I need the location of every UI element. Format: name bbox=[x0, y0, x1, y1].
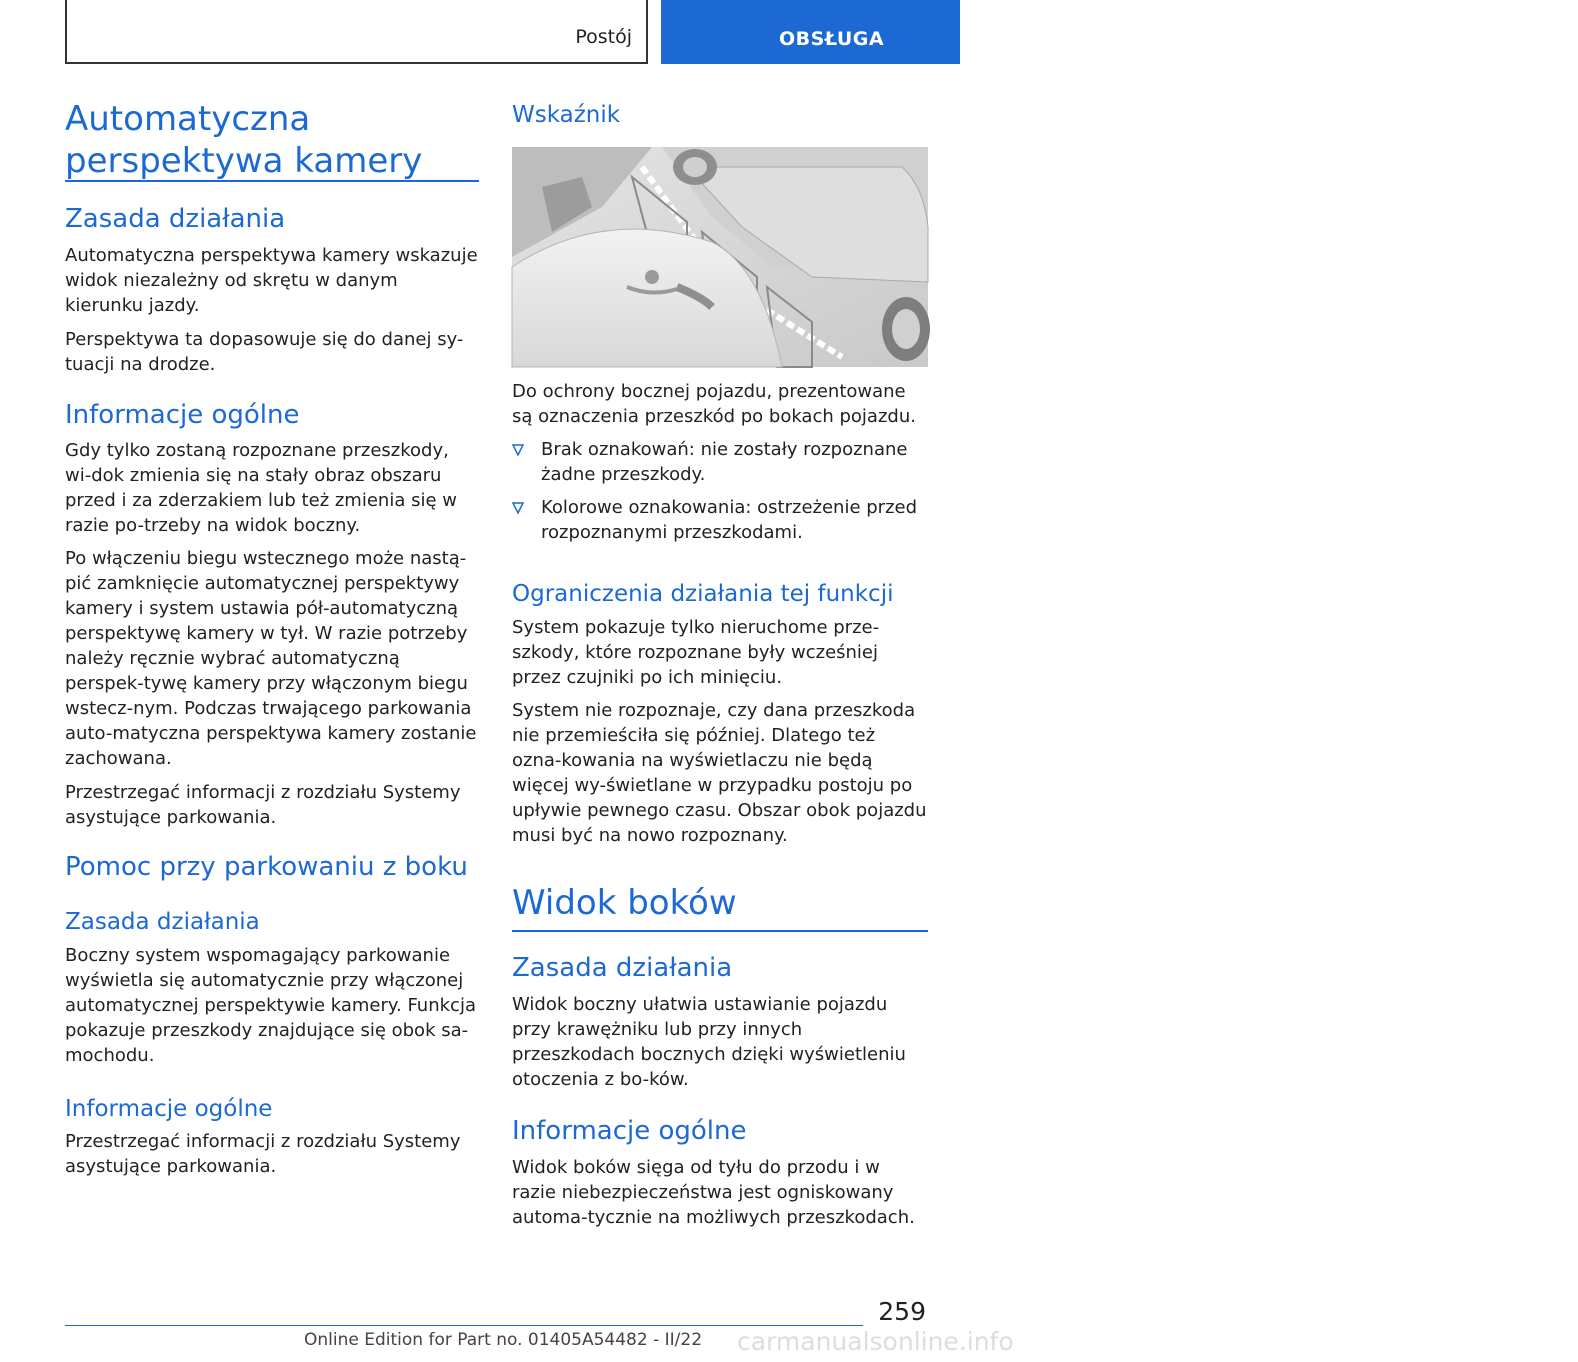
subsection-title-principle: Zasada działania bbox=[512, 953, 733, 983]
header-chapter-tab[interactable] bbox=[661, 0, 960, 64]
paragraph: Widok boków sięga od tyłu do przodu i w razie niebezpieczeństwa jest ogniskowany automa-tycznie na możliwych przeszkodach. bbox=[512, 1157, 915, 1228]
subsection-title-limitations: Ograniczenia działania tej funkcji bbox=[512, 581, 894, 607]
list-item-text: Kolorowe oznakowania: ostrzeżenie przed rozpoznanymi przeszkodami. bbox=[541, 497, 918, 543]
header-section-box bbox=[65, 0, 648, 64]
subsection-title-general-info: Informacje ogólne bbox=[65, 1096, 273, 1122]
paragraph: Gdy tylko zostaną rozpoznane przeszkody, wi-dok zmienia się na stały obraz obszaru przed i za zderzakiem lub też zmienia się w razie po-trzeby na widok boczny. bbox=[65, 440, 457, 536]
edition-footer: Online Edition for Part no. 01405A54482 - II/22 bbox=[304, 1330, 703, 1350]
paragraph: Automatyczna perspektywa kamery wskazuje widok niezależny od skrętu w danym kierunku jazdy. bbox=[65, 245, 478, 316]
paragraph: System pokazuje tylko nieruchome prze-szkody, które rozpoznane były wcześniej przez czujniki po ich minięciu. bbox=[512, 617, 880, 688]
title-rule bbox=[65, 180, 479, 182]
paragraph: Przestrzegać informacji z rozdziału Systemy asystujące parkowania. bbox=[65, 782, 461, 828]
subsection-title-general-info: Informacje ogólne bbox=[65, 400, 300, 430]
section-title-side-view: Widok boków bbox=[512, 883, 737, 923]
paragraph: Widok boczny ułatwia ustawianie pojazdu przy krawężniku lub przy innych przeszkodach bocznych dzięki wyświetleniu otoczenia z bo-ków. bbox=[512, 994, 906, 1090]
subsection-title-general-info: Informacje ogólne bbox=[512, 1116, 747, 1146]
paragraph: Perspektywa ta dopasowuje się do danej sy-tuacji na drodze. bbox=[65, 329, 464, 375]
paragraph: Boczny system wspomagający parkowanie wyświetla się automatycznie przy włączonej automatycznej perspektywie kamery. Funkcja pokazuje przeszkody znajdujące się obok sa-mochodu. bbox=[65, 945, 476, 1066]
watermark: carmanualsonline.info bbox=[737, 1327, 1014, 1356]
paragraph: System nie rozpoznaje, czy dana przeszkoda nie przemieściła się później. Dlatego też ozna-kowania na wyświetlaczu nie będą więcej wy-świetlane w przypadku postoju po upływie pewnego czasu. Obszar obok pojazdu musi być na nowo rozpoznany. bbox=[512, 700, 927, 846]
section-title-auto-camera: Automatyczna perspektywa kamery bbox=[65, 99, 423, 181]
footer-rule bbox=[65, 1325, 863, 1326]
paragraph: Przestrzegać informacji z rozdziału Systemy asystujące parkowania. bbox=[65, 1131, 461, 1177]
subsection-title-indicator: Wskaźnik bbox=[512, 102, 621, 128]
paragraph: Po włączeniu biegu wstecznego może nastą-pić zamknięcie automatycznej perspektywy kamery i system ustawia pół-automatyczną perspektywę kamery w tył. W razie potrzeby należy ręcznie wybrać automatyczną perspek-tywę kamery przy włączonym biegu wstecz-nym. Podczas trwającego parkowania auto-matyczna perspektywa kamery zostanie zachowana. bbox=[65, 548, 477, 769]
subsection-title-principle: Zasada działania bbox=[65, 909, 260, 935]
title-rule bbox=[512, 930, 928, 932]
page-number: 259 bbox=[878, 1297, 926, 1326]
side-parking-illustration bbox=[512, 147, 928, 367]
hand-pointer-icon bbox=[1556, 24, 1578, 50]
triangle-bullet-icon bbox=[512, 444, 524, 456]
header-chapter-label: OBSŁUGA bbox=[779, 28, 885, 50]
section-title-side-parking: Pomoc przy parkowaniu z boku bbox=[65, 852, 468, 882]
image-caption: Do ochrony bocznej pojazdu, prezentowane są oznaczenia przeszkód po bokach pojazdu. bbox=[512, 381, 916, 427]
list-item-text: Brak oznakowań: nie zostały rozpoznane żadne przeszkody. bbox=[541, 439, 908, 485]
subsection-title-principle: Zasada działania bbox=[65, 204, 286, 234]
triangle-bullet-icon bbox=[512, 502, 524, 514]
header-section-label: Postój bbox=[575, 26, 632, 48]
parking-scene-graphic bbox=[512, 147, 928, 367]
